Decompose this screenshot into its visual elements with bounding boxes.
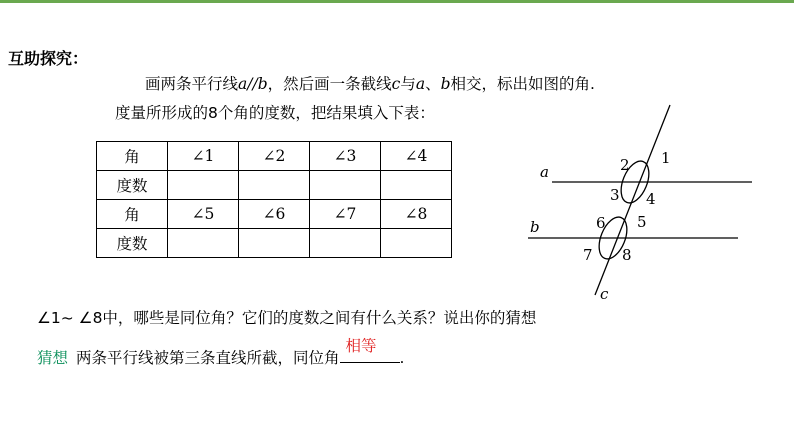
table-cell: ∠3 [310,142,381,171]
label-b: b [530,218,540,236]
table-input-cell[interactable] [168,229,239,258]
var-a: a [415,75,426,93]
table-row [97,229,452,258]
conclusion-text: 两条平行线被第三条直线所截，同位角 [76,349,340,367]
angle-label-3: 3 [610,186,620,204]
table-input-cell[interactable] [310,229,381,258]
table-input-cell[interactable] [239,229,310,258]
answer-blank[interactable] [340,337,400,363]
intro-text: 与 [400,75,416,93]
table-row [97,200,452,229]
top-accent-bar [0,0,794,3]
angle-measure-table [96,141,452,258]
table-input-cell[interactable] [381,171,452,200]
table-cell: 度数 [97,171,168,200]
answer-text: 相等 [345,337,377,355]
intro-text: 画两条平行线 [145,75,239,93]
table-cell: ∠8 [381,200,452,229]
angle-label-6: 6 [596,214,606,232]
conclusion-end: . [399,349,405,367]
table-input-cell[interactable] [310,171,381,200]
angle-label-7: 7 [583,246,593,264]
intro-text: 、 [425,75,441,93]
table-cell: ∠6 [239,200,310,229]
table-input-cell[interactable] [168,171,239,200]
table-cell: ∠5 [168,200,239,229]
intro-text: ，然后画一条截线 [267,75,392,93]
table-cell: ∠2 [239,142,310,171]
angle-label-1: 1 [661,149,671,167]
intro-line-2: 度量所形成的8个角的度数，把结果填入下表： [115,104,435,122]
table-cell: ∠4 [381,142,452,171]
table-input-cell[interactable] [381,229,452,258]
table-cell: 角 [97,200,168,229]
var-c: c [391,75,401,93]
parallel-notation: a//b [238,75,268,93]
table-input-cell[interactable] [239,171,310,200]
var-b: b [440,75,451,93]
table-cell: ∠1 [168,142,239,171]
table-row [97,171,452,200]
angle-label-8: 8 [622,246,632,264]
table-row [97,142,452,171]
angle-label-4: 4 [646,190,656,208]
label-c: c [600,285,609,303]
angle-label-5: 5 [637,213,647,231]
table-cell: 度数 [97,229,168,258]
parallel-lines-figure [520,100,760,310]
intro-text: 相交，标出如图的角. [450,75,595,93]
intro-line-1 [145,72,595,94]
guess-label: 猜想 [37,349,69,367]
angle-label-2: 2 [620,156,630,174]
label-a: a [540,163,549,181]
question-text: ∠1~ ∠8中，哪些是同位角？它们的度数之间有什么关系？说出你的猜想 [37,309,537,327]
table-cell: 角 [97,142,168,171]
section-title: 互助探究： [8,49,89,68]
table-cell: ∠7 [310,200,381,229]
line-c [595,105,670,295]
conclusion-line [37,337,405,368]
